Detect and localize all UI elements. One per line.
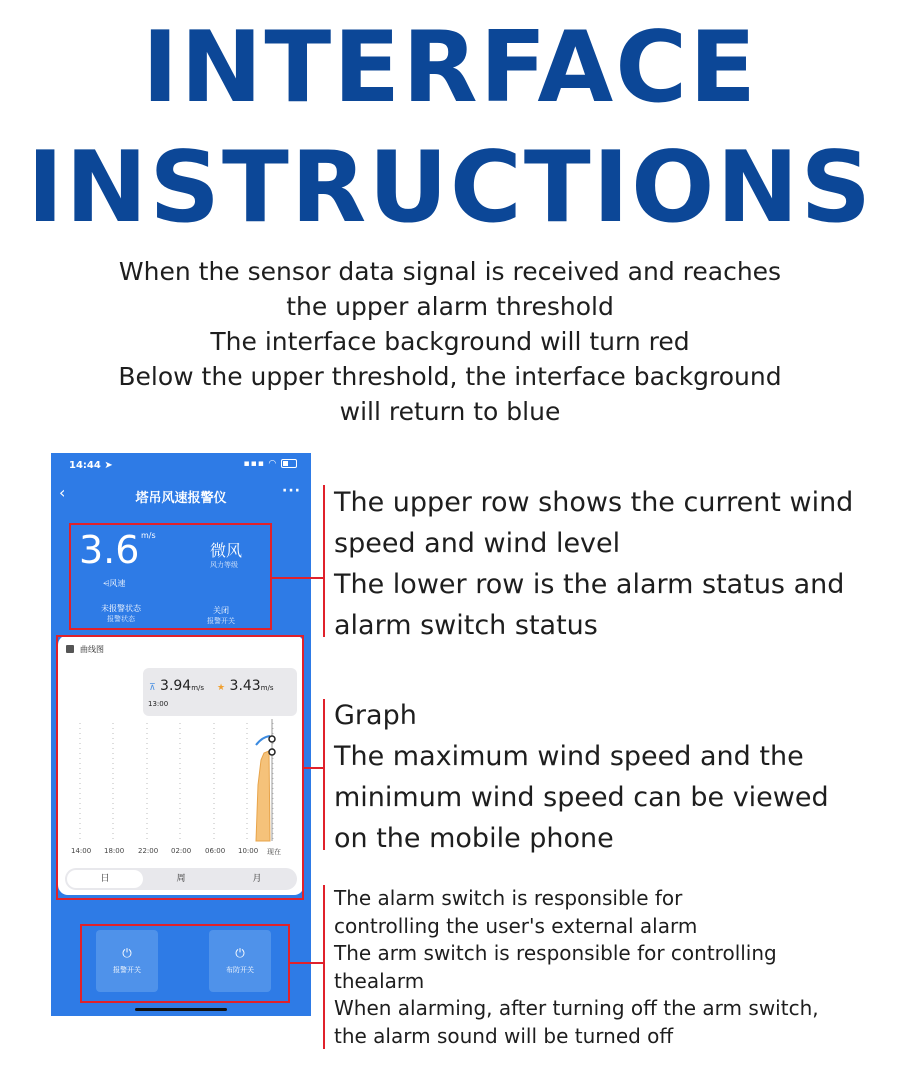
wind-speed-unit: m/s: [141, 531, 156, 540]
description-line: on the mobile phone: [334, 823, 614, 854]
power-icon: ⏻: [235, 946, 245, 960]
intro-text: [40, 254, 860, 429]
annotation-connector: [304, 767, 325, 769]
description-line: alarm switch status: [334, 610, 598, 641]
max-wind-icon: ⊼: [149, 683, 156, 693]
description-line: the alarm sound will be turned off: [334, 1023, 674, 1048]
intro-line: Below the upper threshold, the interface background: [118, 362, 782, 391]
status-time: 14:44 ➤: [69, 460, 113, 471]
wind-speed-value: 3.6: [79, 528, 140, 572]
alarm-switch-label: 报警开关: [207, 617, 235, 625]
description-line: minimum wind speed can be viewed: [334, 782, 829, 813]
wind-speed-label: ⩤风速: [103, 579, 126, 588]
annotation-box-top: [69, 523, 272, 630]
heading-line-1: INTERFACE: [141, 11, 759, 125]
segment-month[interactable]: 月: [252, 874, 262, 884]
app-title: 塔吊风速报警仪: [135, 491, 227, 506]
annotation-box-graph: [56, 635, 304, 900]
description-line: Graph: [334, 700, 417, 731]
alarm-state-value: 未报警状态: [101, 604, 141, 613]
description-line: thealarm: [334, 968, 425, 993]
description-line: The alarm switch is responsible for: [334, 886, 683, 910]
intro-line: The interface background will turn red: [210, 327, 690, 356]
description-line: controlling the user's external alarm: [334, 913, 698, 938]
more-icon[interactable]: ···: [282, 483, 301, 499]
signal-wifi-icon: ▪▪▪ ◠: [243, 459, 277, 469]
x-tick-label: 02:00: [171, 847, 192, 855]
x-tick-label: 06:00: [205, 847, 226, 855]
description-middle: [334, 695, 829, 859]
home-indicator: [135, 1008, 227, 1011]
annotation-box-buttons: [80, 924, 290, 1003]
wind-level-value: 微风: [210, 541, 243, 560]
x-tick-label: 10:00: [238, 847, 259, 855]
x-tick-label: 现在: [267, 848, 281, 856]
annotation-bracket: [323, 885, 325, 1049]
intro-line: will return to blue: [339, 397, 561, 426]
back-icon[interactable]: ‹: [59, 483, 66, 502]
description-line: The maximum wind speed and the: [334, 741, 804, 772]
x-tick-label: 18:00: [104, 847, 125, 855]
alarm-switch-value: 关闭: [213, 606, 229, 615]
tooltip-max-value: 3.94: [160, 678, 192, 694]
battery-icon: [281, 459, 297, 468]
segment-day[interactable]: 日: [67, 870, 143, 888]
power-icon: ⏻: [122, 946, 132, 960]
segment-week[interactable]: 周: [176, 874, 186, 884]
intro-line: the upper alarm threshold: [286, 292, 614, 321]
alarm-state-label: 报警状态: [107, 615, 135, 623]
x-tick-label: 22:00: [138, 847, 159, 855]
tooltip-min-value: 3.43: [229, 678, 261, 694]
description-line: The lower row is the alarm status and: [334, 569, 845, 600]
description-top: [334, 482, 853, 646]
tooltip-time: 13:00: [148, 700, 169, 708]
wind-level-label: 风力等级: [210, 561, 238, 569]
heading-line-2: INSTRUCTIONS: [26, 131, 874, 245]
annotation-bracket: [323, 699, 325, 850]
description-bottom: [334, 885, 819, 1050]
chart-card-title-text: 曲线图: [80, 645, 104, 654]
min-wind-icon: ★: [217, 683, 226, 693]
annotation-bracket: [323, 485, 325, 637]
tooltip-unit: m/s: [260, 684, 274, 692]
description-line: The upper row shows the current wind: [334, 487, 854, 518]
status-icons: [244, 459, 298, 469]
description-line: When alarming, after turning off the arm switch,: [334, 996, 819, 1020]
intro-line: When the sensor data signal is received and reaches: [118, 257, 782, 286]
x-tick-label: 14:00: [71, 847, 92, 855]
alarm-switch-button-label: 报警开关: [113, 966, 141, 974]
annotation-connector: [272, 577, 324, 579]
arm-switch-button-label: 布防开关: [226, 966, 254, 974]
tooltip-unit: m/s: [191, 684, 205, 692]
description-line: The arm switch is responsible for controlling: [334, 941, 777, 965]
annotation-connector: [290, 962, 325, 964]
description-line: speed and wind level: [334, 528, 621, 559]
